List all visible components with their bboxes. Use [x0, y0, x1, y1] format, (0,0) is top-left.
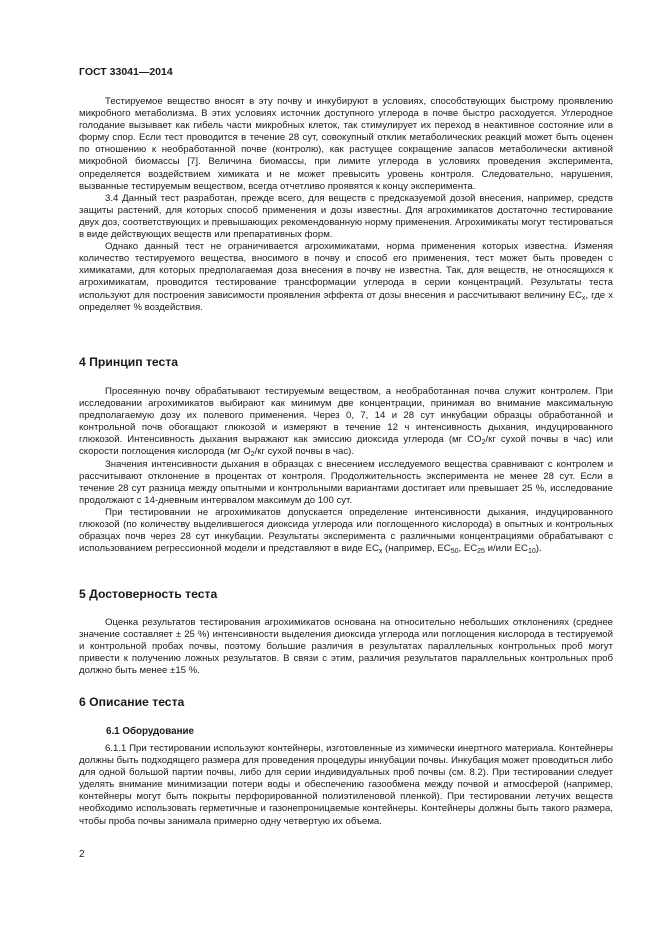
- text-run: /кг сухой почвы в час).: [254, 446, 355, 458]
- text-run: Однако данный тест не ограничивается агрохимикатами, норма применения которых известна. Изменяя количество тестируемого вещества, вносимого в почву и способ его применения, тест может быть проведен с химикатами, для которых предполагаемая доза внесения в почву не известна. Так, для веществ, не относящихся к агрохимикатам, проводится тестирование трансформации углерода в серии концентраций. Результаты теста используют для построения зависимости проявления эффекта от дозы внесения и рассчитывают величину EC: [79, 241, 613, 301]
- text-run: Просеянную почву обрабатывают тестируемым веществом, а необработанная почва служит контролем. При исследовании агрохимикатов выбирают как минимум две концентрации, принимая во внимание максимальную предполагаемую дозу их полевого применения. Через 0, 7, 14 и 28 сут инкубации образцы обработанной и контрольной почв обогащают глюкозой и измеряют в течение 12 ч интенсивность дыхания, индуцированного глюкозой. Интенсивность дыхания выражают как эмиссию диоксида углерода (мг CO: [79, 386, 613, 446]
- section-5-block: [79, 617, 613, 677]
- text-run: , EC: [458, 543, 478, 555]
- intro-block: [79, 96, 613, 314]
- subscript: 10: [527, 548, 536, 556]
- paragraph-6-1-1: 6.1.1 При тестировании используют контейнеры, изготовленные из химически инертного материала. Контейнеры должны быть подходящего размера для проведения процедуры инкубации почвы. Инкубация может проводиться либо для одной большой партии почвы, либо для серии индивидуальных проб почвы (см. 8.2). При тестировании следует уделять внимание минимизации потери воды и обеспечению газообмена между почвой и атмосферой (например, контейнеры могут быть покрыты перфорированной полиэтиленовой пленкой). При тестировании летучих веществ необходимо использовать герметичные и газонепроницаемые контейнеры. Контейнеры должны быть такого размера, чтобы проба почвы занимала примерно одну четвертую их объема.: [79, 743, 613, 827]
- section-4-block: [79, 386, 613, 555]
- paragraph: [79, 507, 613, 555]
- subsection-heading-6-1: 6.1 Оборудование: [106, 726, 194, 737]
- paragraph-3-4: 3.4 Данный тест разработан, прежде всего, для веществ с предсказуемой дозой внесения, например, средств защиты растений, для которых способ применения и дозы известны. Для агрохимикатов достаточно тестирование двух доз, соответствующих и превышающих рекомендованную норму применения. Агрохимикаты могут тестироваться в виде действующих веществ или препаративных форм.: [79, 192, 613, 241]
- subscript: 2: [481, 439, 486, 447]
- paragraph: Тестируемое вещество вносят в эту почву и инкубируют в условиях, способствующих быстрому проявлению микробного метаболизма. В этих условиях источник доступного углерода в почве быстро расходуется. Углеродное голодание вызывает как гибель части микробных клеток, так стимулирует их переход в неактивное состояние или в форму спор. Если тест проводится в течение 28 сут, совокупный отклик метаболических реакций может быть оценен по отношению к необработанной почве (контролю), как растущее сокращение запасов метаболически активной микробной биомассы [7]. Величина биомассы, при лимите углерода в условиях проведения эксперимента, определяется воздействием химиката и не может превысить уровень контроля. Следовательно, нарушения, вызванные тестируемым веществом, всегда отчетливо проявятся к концу эксперимента.: [79, 96, 613, 192]
- document-header: ГОСТ 33041—2014: [79, 66, 173, 78]
- subscript: x: [581, 294, 586, 302]
- text-run: , где x определяет % воздействия.: [79, 289, 614, 313]
- subscript: 25: [477, 548, 485, 556]
- text-run: ).: [535, 543, 542, 555]
- paragraph: [79, 386, 613, 459]
- section-heading-4: 4 Принцип теста: [79, 355, 179, 369]
- paragraph: Значения интенсивности дыхания в образцах с внесением исследуемого вещества сравнивают с контролем и рассчитывают отклонение в процентах от контроля. Продолжительность эксперимента не менее 28 сут. Если в течение 28 сут разница между опытными и контрольными вариантами достигает или превышает 25 %, исследование продолжают с 14-дневным интервалом максимум до 100 сут.: [79, 458, 613, 506]
- text-run: (например, EC: [382, 543, 451, 555]
- text-run: /кг сухой почвы в час) или скорости поглощения кислорода (мг O: [79, 434, 614, 458]
- paragraph: [79, 241, 613, 314]
- page-number: 2: [79, 849, 85, 860]
- subscript: 2: [250, 451, 255, 459]
- paragraph: Оценка результатов тестирования агрохимикатов основана на относительно небольших отклонениях (среднее значение составляет ± 25 %) интенсивности выделения диоксида углерода или поглощения кислорода в тестируемой и контрольной пробах почвы, поэтому большие различия в результатах параллельных контрольных проб могут привести к получению ложных результатов. В связи с этим, различия результатов параллельных контрольных проб должно быть менее ±15 %.: [79, 617, 613, 677]
- text-run: и/или EC: [484, 543, 528, 555]
- subscript: x: [378, 548, 383, 556]
- section-heading-6: 6 Описание теста: [79, 695, 185, 709]
- section-heading-5: 5 Достоверность теста: [79, 587, 218, 601]
- subscript: 50: [450, 548, 459, 556]
- text-run: При тестировании не агрохимикатов допускается определение интенсивности дыхания, индуцированного глюкозой (по количеству выделившегося диоксида углерода или поглощенного кислорода) в опытных и контрольных образцах почв через 28 сут инкубации. Результаты эксперимента с различными концентрациями обрабатывают с использованием регрессионной модели и представляют в виде EC: [79, 506, 613, 555]
- section-6-block: [79, 743, 613, 828]
